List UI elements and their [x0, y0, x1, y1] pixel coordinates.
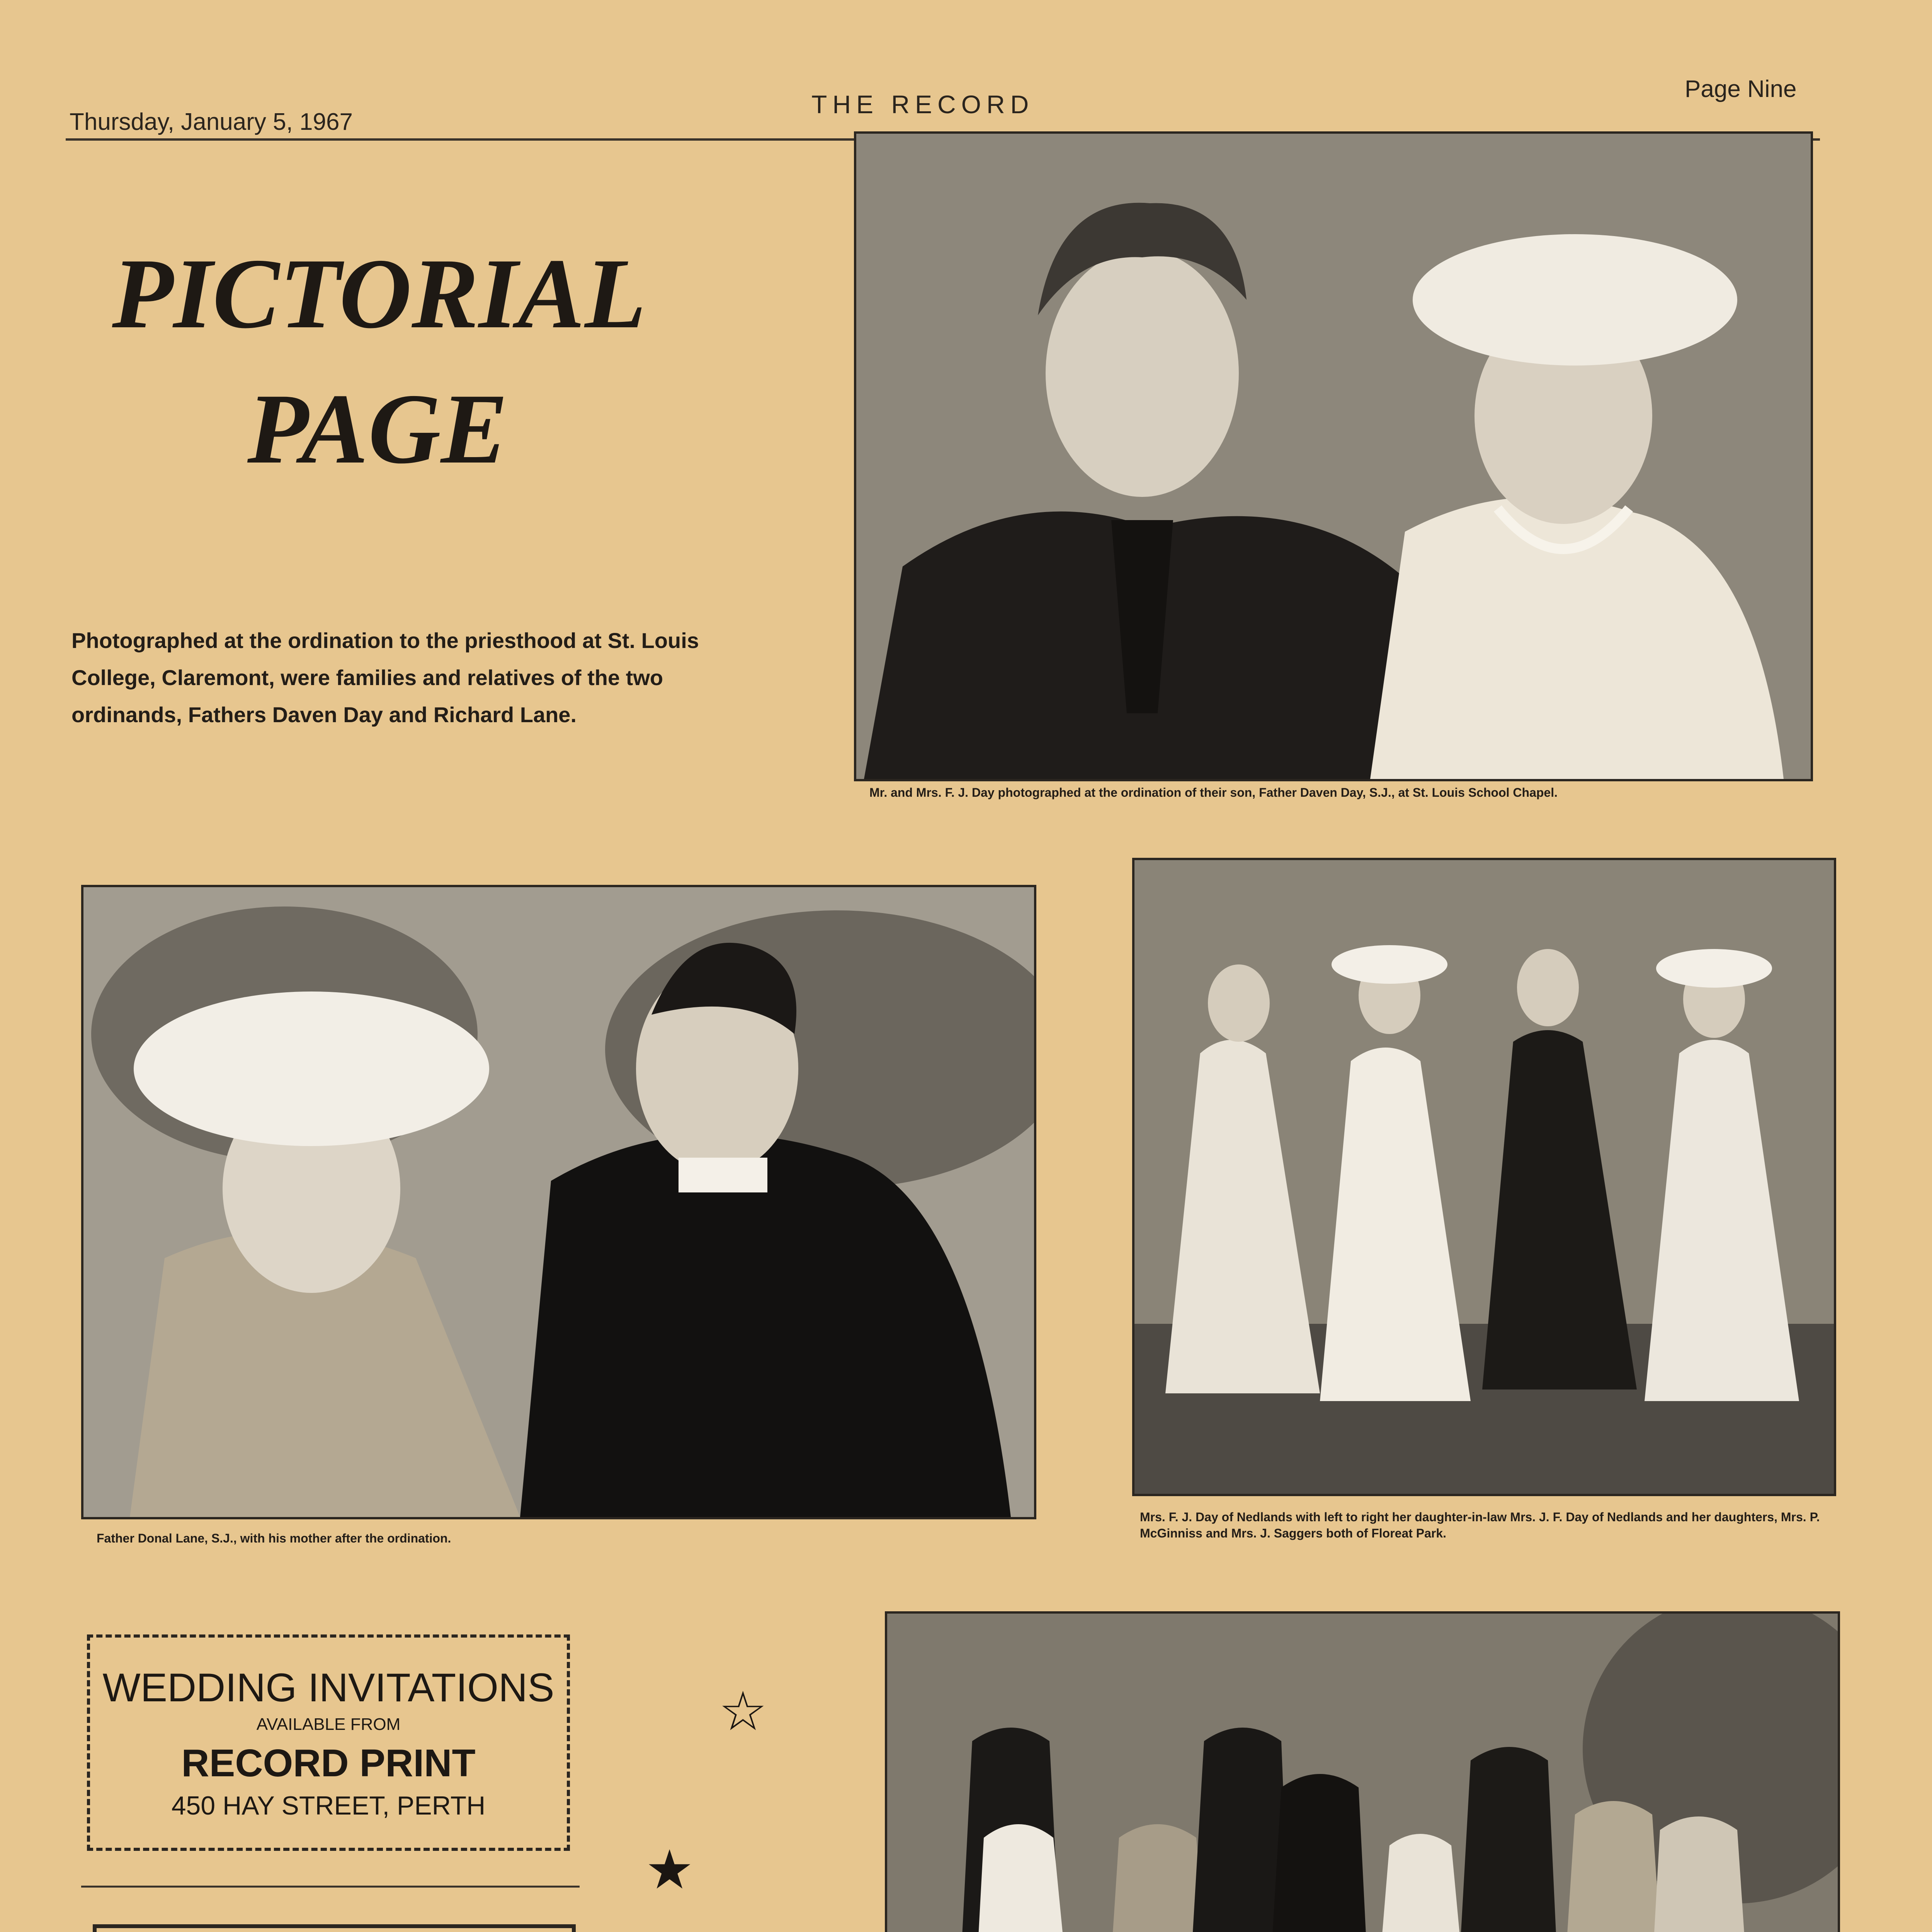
- ad-wedding-invitations: [87, 1634, 570, 1851]
- ad-memorials: [93, 1924, 576, 1932]
- star-filled-icon: ★: [645, 1838, 694, 1901]
- page-title-line2: PAGE: [247, 373, 508, 485]
- masthead-paper: THE RECORD: [811, 90, 1034, 119]
- caption-day-parents: Mr. and Mrs. F. J. Day photographed at the ordination of their son, Father Daven Day, S.J., at St. Louis School Chapel.: [869, 786, 1558, 799]
- wedding-address: 450 HAY STREET, PERTH: [171, 1791, 486, 1820]
- star-outline-icon: ☆: [719, 1680, 767, 1743]
- masthead-date: Thursday, January 5, 1967: [70, 109, 353, 135]
- photo-day-women: [1132, 858, 1836, 1496]
- wedding-sub: AVAILABLE FROM: [256, 1715, 401, 1734]
- photo-day-parents: [854, 131, 1813, 781]
- wedding-heading: WEDDING INVITATIONS: [102, 1665, 554, 1710]
- photo-lane-family: [885, 1611, 1840, 1932]
- photo-lane-mother: [81, 885, 1036, 1519]
- intro-text: Photographed at the ordination to the priesthood at St. Louis College, Claremont, were families and relatives of the two ordinands, Fathers Daven Day and Richard Lane.: [71, 628, 699, 727]
- wedding-name: RECORD PRINT: [181, 1742, 476, 1785]
- caption-day-women: Mrs. F. J. Day of Nedlands with left to right her daughter-in-law Mrs. J. F. Day of Nedlands and her daughters, Mrs. P. McGinniss and Mrs. J. Saggers both of Floreat Park.: [1140, 1510, 1820, 1540]
- caption-lane-mother: Father Donal Lane, S.J., with his mother after the ordination.: [97, 1531, 451, 1545]
- page-title-line1: PICTORIAL: [112, 238, 646, 349]
- masthead-page: Page Nine: [1685, 76, 1797, 102]
- divider-left-1: [81, 1886, 580, 1888]
